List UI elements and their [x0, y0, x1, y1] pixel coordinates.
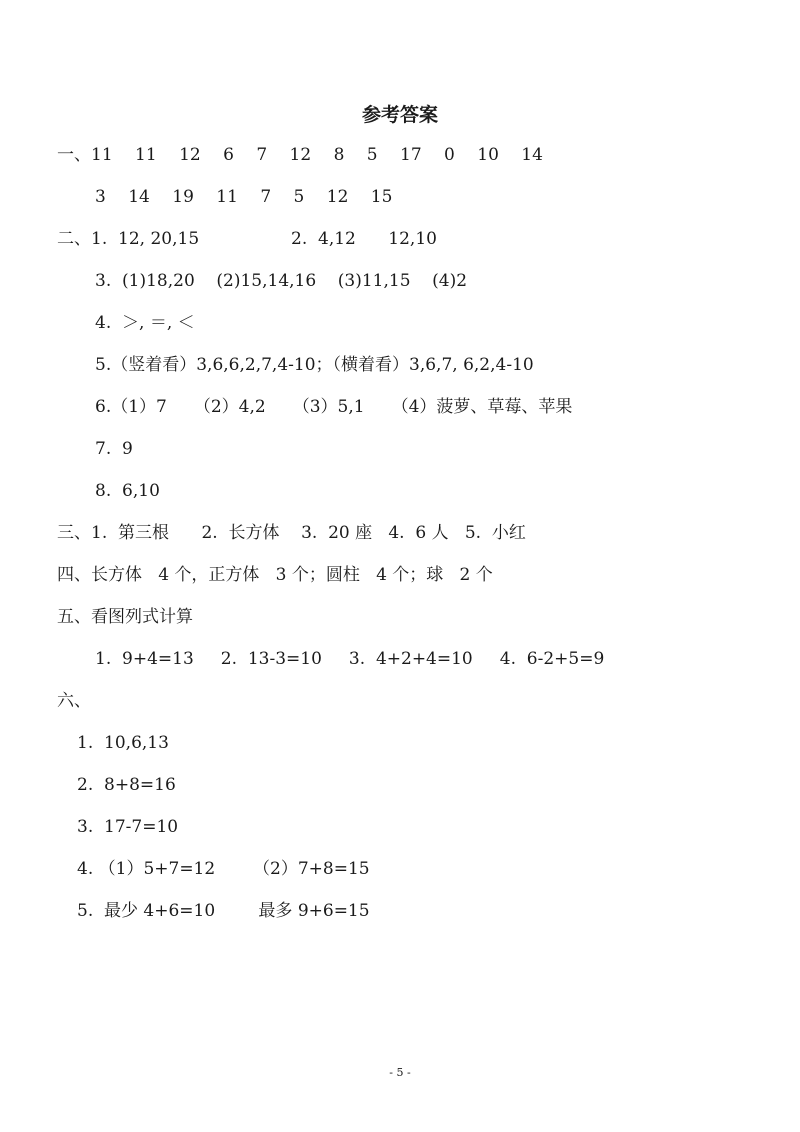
section-2-item-6: 6.（1）7 （2）4,2 （3）5,1 （4）菠萝、草莓、苹果 — [95, 397, 573, 417]
section-6-heading: 六、 — [57, 691, 91, 711]
section-2-item-4: 4. ＞, ＝, ＜ — [95, 313, 195, 333]
section-6-item-4: 4. （1）5+7=12 （2）7+8=15 — [77, 859, 370, 879]
section-3-line: 三、1. 第三根 2. 长方体 3. 20 座 4. 6 人 5. 小红 — [57, 523, 526, 543]
section-2-item-3: 3. (1)18,20 (2)15,14,16 (3)11,15 (4)2 — [95, 271, 468, 291]
page-number: - 5 - — [389, 1066, 411, 1079]
section-1-line-1: 一、11 11 12 6 7 12 8 5 17 0 10 14 — [57, 145, 543, 165]
section-6-item-2: 2. 8+8=16 — [77, 775, 176, 795]
page-title: 参考答案 — [361, 104, 438, 126]
section-2-item-5: 5.（竖着看）3,6,6,2,7,4-10；（横着看）3,6,7, 6,2,4-10 — [95, 355, 534, 375]
section-2-item-1-2: 二、1. 12, 20,15 2. 4,12 12,10 — [57, 229, 437, 249]
section-2-item-8: 8. 6,10 — [95, 481, 160, 501]
section-2-item-7: 7. 9 — [95, 439, 133, 459]
section-6-item-5: 5. 最少 4+6=10 最多 9+6=15 — [77, 901, 370, 921]
section-5-answers: 1. 9+4=13 2. 13-3=10 3. 4+2+4=10 4. 6-2+5=9 — [95, 649, 605, 669]
section-5-heading: 五、看图列式计算 — [57, 607, 193, 627]
section-4-line: 四、长方体 4 个，正方体 3 个；圆柱 4 个；球 2 个 — [57, 565, 493, 585]
section-6-item-1: 1. 10,6,13 — [77, 733, 169, 753]
section-6-item-3: 3. 17-7=10 — [77, 817, 179, 837]
section-1-line-2: 3 14 19 11 7 5 12 15 — [95, 187, 393, 207]
